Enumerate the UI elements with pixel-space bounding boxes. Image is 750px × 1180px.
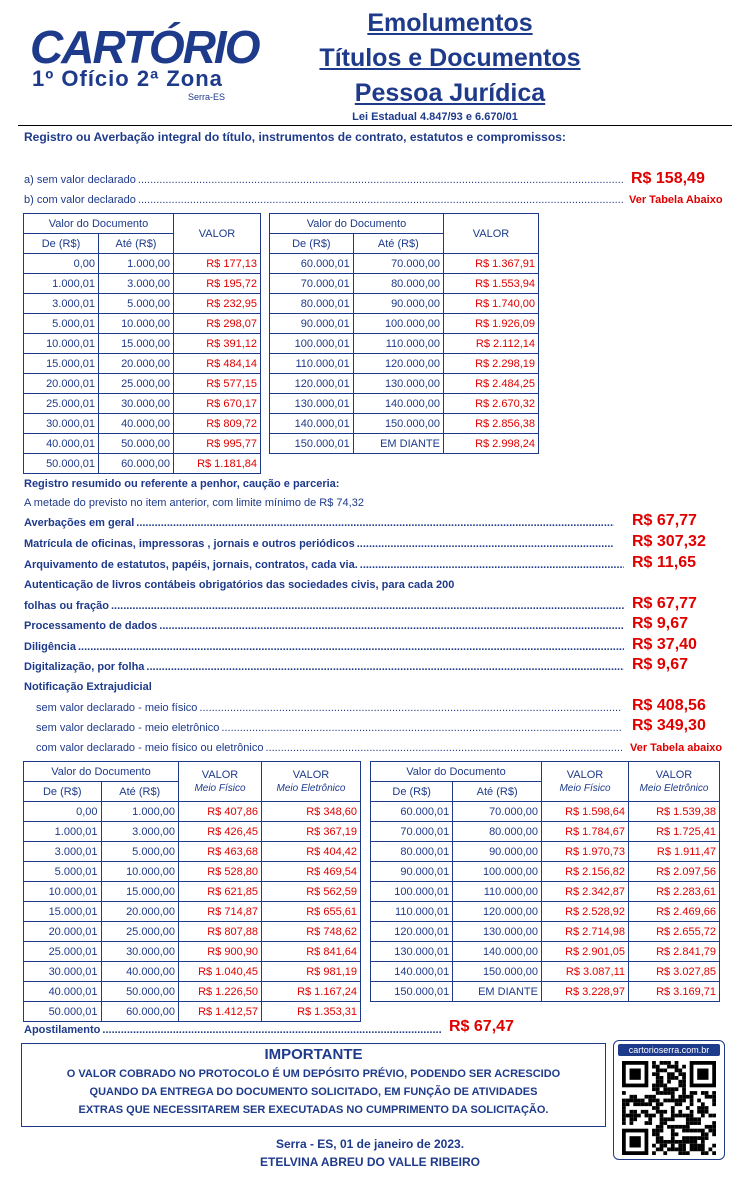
- cell-de: 130.000,01: [371, 942, 453, 962]
- table-row: [24, 882, 361, 902]
- logo-sub: 1º Ofício 2ª Zona: [32, 66, 223, 91]
- cell-de: 150.000,01: [371, 982, 453, 1002]
- cell-valor-eletronico: R$ 469,54: [262, 862, 361, 882]
- table-row: [270, 334, 539, 354]
- item-row: [24, 641, 626, 653]
- table-row: [24, 434, 261, 454]
- cell-de: 1.000,01: [24, 274, 99, 294]
- cell-valor-eletronico: R$ 981,19: [262, 962, 361, 982]
- item-row: [24, 620, 626, 632]
- cell-ate: 120.000,00: [453, 902, 542, 922]
- fee-table-2-left: [23, 761, 361, 1022]
- cell-ate: 10.000,00: [99, 314, 174, 334]
- col-header-de: De (R$): [24, 782, 102, 802]
- table-row: [24, 922, 361, 942]
- item-label: Matrícula de oficinas, impressoras , jornais e outros periódicos: [24, 538, 355, 550]
- apost-price: R$ 67,47: [449, 1018, 514, 1035]
- cell-de: 3.000,01: [24, 294, 99, 314]
- cell-ate: 20.000,00: [99, 354, 174, 374]
- important-text: [22, 1065, 605, 1119]
- qr-box[interactable]: [613, 1040, 725, 1160]
- table-row: [24, 374, 261, 394]
- cell-ate: 140.000,00: [453, 942, 542, 962]
- cell-valor: R$ 1.367,91: [444, 254, 539, 274]
- cell-valor: R$ 391,12: [174, 334, 261, 354]
- table-row: [24, 1002, 361, 1022]
- cell-de: 120.000,01: [371, 922, 453, 942]
- cell-valor: R$ 3.228,97: [542, 982, 629, 1002]
- cell-valor: R$ 577,15: [174, 374, 261, 394]
- cell-valor: R$ 1.784,67: [542, 822, 629, 842]
- cell-de: 15.000,01: [24, 354, 99, 374]
- col-header-eletronico: [629, 762, 720, 802]
- qr-url[interactable]: cartorioserra.com.br: [618, 1044, 720, 1056]
- cell-valor: R$ 2.112,14: [444, 334, 539, 354]
- table-row: [24, 802, 361, 822]
- table-row: [371, 862, 720, 882]
- cell-valor: R$ 714,87: [179, 902, 262, 922]
- col-header-doc: Valor do Documento: [24, 214, 174, 234]
- cell-valor: R$ 1.226,50: [179, 982, 262, 1002]
- item-b-row: [24, 194, 626, 206]
- notif-row: [36, 702, 624, 714]
- cell-valor: R$ 1.553,94: [444, 274, 539, 294]
- cell-ate: 10.000,00: [101, 862, 179, 882]
- table-row: [24, 902, 361, 922]
- col-header-meio-fisico: Meio Físico: [559, 782, 611, 794]
- table-row: [24, 842, 361, 862]
- law-reference: Lei Estadual 4.847/93 e 6.670/01: [352, 111, 518, 123]
- cell-de: 80.000,01: [371, 842, 453, 862]
- cell-valor-eletronico: R$ 3.027,85: [629, 962, 720, 982]
- cell-ate: 140.000,00: [353, 394, 443, 414]
- table-row: [24, 982, 361, 1002]
- col-header-de: De (R$): [24, 234, 99, 254]
- item-label: Diligência: [24, 641, 76, 653]
- col-header-ate: Até (R$): [99, 234, 174, 254]
- cell-de: 5.000,01: [24, 862, 102, 882]
- cell-ate: 30.000,00: [99, 394, 174, 414]
- table-row: [371, 942, 720, 962]
- table-row: [371, 822, 720, 842]
- notif-row: [36, 722, 624, 734]
- important-title: IMPORTANTE: [264, 1046, 363, 1063]
- col-header-valor: VALOR: [444, 214, 539, 254]
- cell-ate: 80.000,00: [353, 274, 443, 294]
- cell-ate: 100.000,00: [453, 862, 542, 882]
- item-label: Arquivamento de estatutos, papéis, jornais, contratos, cada via.: [24, 559, 358, 571]
- cell-ate: 50.000,00: [99, 434, 174, 454]
- cell-de: 130.000,01: [270, 394, 354, 414]
- fee-table-1-right: [269, 213, 539, 454]
- item-label: Processamento de dados: [24, 620, 158, 632]
- table-row: [270, 254, 539, 274]
- item-a-label: a) sem valor declarado: [24, 174, 136, 186]
- cell-valor: R$ 407,86: [179, 802, 262, 822]
- cell-ate: 15.000,00: [99, 334, 174, 354]
- cell-de: 50.000,01: [24, 454, 99, 474]
- cell-ate: 100.000,00: [353, 314, 443, 334]
- cell-de: 40.000,01: [24, 982, 102, 1002]
- col-header-ate: Até (R$): [353, 234, 443, 254]
- cell-valor-eletronico: R$ 1.539,38: [629, 802, 720, 822]
- item-row: [24, 559, 626, 571]
- table-row: [24, 942, 361, 962]
- cell-ate: 50.000,00: [101, 982, 179, 1002]
- title-line-1: Emolumentos: [367, 9, 533, 37]
- table-row: [24, 274, 261, 294]
- cell-valor: R$ 1.412,57: [179, 1002, 262, 1022]
- cell-valor: R$ 809,72: [174, 414, 261, 434]
- cell-ate: 40.000,00: [101, 962, 179, 982]
- cell-valor: R$ 298,07: [174, 314, 261, 334]
- cell-de: 150.000,01: [270, 434, 354, 454]
- cell-de: 110.000,01: [371, 902, 453, 922]
- col-header-meio-eletronico: Meio Eletrônico: [639, 782, 709, 794]
- col-header-meio-eletronico: Meio Eletrônico: [276, 782, 346, 794]
- footer-name: ETELVINA ABREU DO VALLE RIBEIRO: [259, 1155, 480, 1169]
- cell-ate: 60.000,00: [99, 454, 174, 474]
- table-row: [371, 922, 720, 942]
- cell-de: 80.000,01: [270, 294, 354, 314]
- table-row: [270, 294, 539, 314]
- cell-de: 10.000,01: [24, 334, 99, 354]
- cell-ate: 70.000,00: [453, 802, 542, 822]
- cell-valor: R$ 463,68: [179, 842, 262, 862]
- table-row: [270, 354, 539, 374]
- col-header-fisico: [542, 762, 629, 802]
- cell-valor: R$ 2.998,24: [444, 434, 539, 454]
- cell-de: 5.000,01: [24, 314, 99, 334]
- cell-valor-eletronico: R$ 2.841,79: [629, 942, 720, 962]
- col-header-de: De (R$): [270, 234, 354, 254]
- cell-de: 120.000,01: [270, 374, 354, 394]
- table-row: [270, 274, 539, 294]
- cell-ate: 1.000,00: [101, 802, 179, 822]
- cell-ate: 40.000,00: [99, 414, 174, 434]
- col-header-de: De (R$): [371, 782, 453, 802]
- cell-valor-eletronico: R$ 2.097,56: [629, 862, 720, 882]
- cell-de: 15.000,01: [24, 902, 102, 922]
- cell-valor: R$ 528,80: [179, 862, 262, 882]
- col-header-valor: VALOR: [655, 768, 693, 781]
- title-line-2: Títulos e Documentos: [319, 44, 581, 72]
- col-header-ate: Até (R$): [453, 782, 542, 802]
- cell-ate: 90.000,00: [353, 294, 443, 314]
- col-header-valor: VALOR: [201, 768, 239, 781]
- cell-valor-eletronico: R$ 2.283,61: [629, 882, 720, 902]
- table-row: [24, 314, 261, 334]
- cell-ate: EM DIANTE: [453, 982, 542, 1002]
- cell-ate: 60.000,00: [101, 1002, 179, 1022]
- cell-valor-eletronico: R$ 748,62: [262, 922, 361, 942]
- notif-row: [36, 742, 624, 754]
- table-row: [24, 334, 261, 354]
- cell-de: 25.000,01: [24, 942, 102, 962]
- item-label: folhas ou fração: [24, 600, 109, 612]
- cell-de: 70.000,01: [270, 274, 354, 294]
- cell-valor: R$ 1.598,64: [542, 802, 629, 822]
- notif-label: sem valor declarado - meio físico: [36, 702, 198, 714]
- logo-main: CARTÓRIO: [30, 21, 259, 73]
- cell-de: 90.000,01: [371, 862, 453, 882]
- notif-price: Ver Tabela abaixo: [630, 742, 723, 754]
- cell-valor-eletronico: R$ 367,19: [262, 822, 361, 842]
- item-b-price: Ver Tabela Abaixo: [629, 194, 723, 206]
- item-price: R$ 307,32: [632, 533, 706, 550]
- cell-valor-eletronico: R$ 348,60: [262, 802, 361, 822]
- section2-note: A metade do previsto no item anterior, com limite mínimo de R$ 74,32: [24, 497, 364, 509]
- cell-de: 20.000,01: [24, 922, 102, 942]
- item-row: [24, 538, 616, 550]
- cell-de: 0,00: [24, 802, 102, 822]
- header-divider: [18, 125, 732, 126]
- cell-de: 90.000,01: [270, 314, 354, 334]
- cell-ate: EM DIANTE: [353, 434, 443, 454]
- cell-de: 30.000,01: [24, 962, 102, 982]
- cell-ate: 25.000,00: [101, 922, 179, 942]
- item-label: Averbações em geral: [24, 517, 135, 529]
- item-a-row: [24, 174, 626, 186]
- col-header-ate: Até (R$): [101, 782, 179, 802]
- table-row: [371, 882, 720, 902]
- cell-de: 1.000,01: [24, 822, 102, 842]
- cell-valor: R$ 670,17: [174, 394, 261, 414]
- table-row: [270, 374, 539, 394]
- cell-valor: R$ 1.740,00: [444, 294, 539, 314]
- notif-label: com valor declarado - meio físico ou eletrônico: [36, 742, 264, 754]
- cell-valor-eletronico: R$ 1.911,47: [629, 842, 720, 862]
- cell-ate: 3.000,00: [99, 274, 174, 294]
- cell-ate: 5.000,00: [101, 842, 179, 862]
- cell-ate: 110.000,00: [353, 334, 443, 354]
- cell-de: 40.000,01: [24, 434, 99, 454]
- cell-valor: R$ 2.901,05: [542, 942, 629, 962]
- cell-valor: R$ 2.156,82: [542, 862, 629, 882]
- footer-date: Serra - ES, 01 de janeiro de 2023.: [275, 1137, 465, 1151]
- table-row: [371, 962, 720, 982]
- cell-valor-eletronico: R$ 1.167,24: [262, 982, 361, 1002]
- important-line: EXTRAS QUE NECESSITAREM SER EXECUTADAS NO CUMPRIMENTO DA SOLICITAÇÃO.: [78, 1104, 549, 1116]
- cell-ate: 1.000,00: [99, 254, 174, 274]
- cell-ate: 5.000,00: [99, 294, 174, 314]
- cell-de: 25.000,01: [24, 394, 99, 414]
- important-line: QUANDO DA ENTREGA DO DOCUMENTO SOLICITADO, EM FUNÇÃO DE ATIVIDADES: [89, 1086, 538, 1098]
- table-row: [270, 434, 539, 454]
- cell-valor: R$ 1.926,09: [444, 314, 539, 334]
- item-row: [24, 517, 616, 529]
- cell-valor-eletronico: R$ 2.469,66: [629, 902, 720, 922]
- item-row: [24, 600, 626, 612]
- item-label: Autenticação de livros contábeis obrigatórios das sociedades civis, para cada 200: [24, 579, 455, 591]
- cell-valor: R$ 995,77: [174, 434, 261, 454]
- table-row: [24, 254, 261, 274]
- cell-de: 100.000,01: [371, 882, 453, 902]
- cell-valor: R$ 195,72: [174, 274, 261, 294]
- section2-heading: Registro resumido ou referente a penhor, caução e parceria:: [24, 478, 340, 490]
- cell-valor: R$ 2.342,87: [542, 882, 629, 902]
- col-header-valor: VALOR: [174, 214, 261, 254]
- cell-ate: 30.000,00: [101, 942, 179, 962]
- item-price: R$ 67,77: [632, 595, 697, 612]
- cell-ate: 90.000,00: [453, 842, 542, 862]
- cell-valor-eletronico: R$ 1.725,41: [629, 822, 720, 842]
- table-row: [24, 862, 361, 882]
- notif-label: sem valor declarado - meio eletrônico: [36, 722, 220, 734]
- item-price: R$ 67,77: [632, 512, 697, 529]
- table-row: [24, 822, 361, 842]
- notif-price: R$ 408,56: [632, 697, 706, 714]
- item-label: Digitalização, por folha: [24, 661, 145, 673]
- important-line: O VALOR COBRADO NO PROTOCOLO É UM DEPÓSITO PRÉVIO, PODENDO SER ACRESCIDO: [66, 1068, 561, 1080]
- cell-valor: R$ 484,14: [174, 354, 261, 374]
- table-row: [24, 294, 261, 314]
- section1-heading: Registro ou Averbação integral do título, instrumentos de contrato, estatutos e compromissos:: [24, 130, 566, 144]
- cell-valor-eletronico: R$ 404,42: [262, 842, 361, 862]
- col-header-doc: Valor do Documento: [24, 762, 179, 782]
- title-line-3: Pessoa Jurídica: [354, 79, 546, 107]
- table-row: [24, 454, 261, 474]
- cell-ate: 3.000,00: [101, 822, 179, 842]
- cell-de: 140.000,01: [270, 414, 354, 434]
- cell-valor: R$ 621,85: [179, 882, 262, 902]
- cell-ate: 120.000,00: [353, 354, 443, 374]
- table-row: [371, 842, 720, 862]
- fee-table-1-left: [23, 213, 261, 474]
- cell-valor: R$ 232,95: [174, 294, 261, 314]
- table-row: [24, 394, 261, 414]
- cell-valor: R$ 2.484,25: [444, 374, 539, 394]
- cell-ate: 15.000,00: [101, 882, 179, 902]
- item-a-price: R$ 158,49: [631, 170, 705, 187]
- cell-valor: R$ 1.970,73: [542, 842, 629, 862]
- cell-valor: R$ 177,13: [174, 254, 261, 274]
- cell-valor: R$ 2.670,32: [444, 394, 539, 414]
- cell-ate: 80.000,00: [453, 822, 542, 842]
- item-price: R$ 9,67: [632, 615, 689, 632]
- cell-ate: 25.000,00: [99, 374, 174, 394]
- cell-de: 60.000,01: [371, 802, 453, 822]
- cartorio-logo: [30, 21, 259, 102]
- cell-valor: R$ 2.298,19: [444, 354, 539, 374]
- logo-city: Serra-ES: [188, 92, 226, 102]
- table-row: [371, 982, 720, 1002]
- cell-de: 50.000,01: [24, 1002, 102, 1022]
- cell-de: 110.000,01: [270, 354, 354, 374]
- cell-valor-eletronico: R$ 562,59: [262, 882, 361, 902]
- cell-valor: R$ 2.856,38: [444, 414, 539, 434]
- cell-ate: 110.000,00: [453, 882, 542, 902]
- cell-valor: R$ 426,45: [179, 822, 262, 842]
- table-row: [24, 414, 261, 434]
- item-price: R$ 11,65: [632, 554, 697, 571]
- cell-ate: 130.000,00: [353, 374, 443, 394]
- cell-valor: R$ 3.087,11: [542, 962, 629, 982]
- col-header-fisico: [179, 762, 262, 802]
- cell-ate: 150.000,00: [353, 414, 443, 434]
- col-header-doc: Valor do Documento: [371, 762, 542, 782]
- cell-ate: 20.000,00: [101, 902, 179, 922]
- cell-valor: R$ 1.181,84: [174, 454, 261, 474]
- item-price: R$ 9,67: [632, 656, 689, 673]
- table-row: [371, 802, 720, 822]
- table-row: [24, 962, 361, 982]
- col-header-meio-fisico: Meio Físico: [194, 782, 246, 794]
- cell-de: 60.000,01: [270, 254, 354, 274]
- cell-valor-eletronico: R$ 3.169,71: [629, 982, 720, 1002]
- cell-ate: 150.000,00: [453, 962, 542, 982]
- cell-de: 3.000,01: [24, 842, 102, 862]
- cell-valor: R$ 2.528,92: [542, 902, 629, 922]
- qr-code-icon: [621, 1061, 717, 1155]
- cell-valor: R$ 900,90: [179, 942, 262, 962]
- cell-valor: R$ 1.040,45: [179, 962, 262, 982]
- cell-de: 70.000,01: [371, 822, 453, 842]
- cell-de: 10.000,01: [24, 882, 102, 902]
- item-price: R$ 37,40: [632, 636, 697, 653]
- cell-de: 20.000,01: [24, 374, 99, 394]
- table-row: [24, 354, 261, 374]
- item-row: [24, 661, 626, 673]
- cell-valor-eletronico: R$ 2.655,72: [629, 922, 720, 942]
- cell-de: 140.000,01: [371, 962, 453, 982]
- fee-table-2-right: [370, 761, 720, 1002]
- col-header-doc: Valor do Documento: [270, 214, 444, 234]
- cell-de: 30.000,01: [24, 414, 99, 434]
- table-row: [270, 414, 539, 434]
- cell-de: 100.000,01: [270, 334, 354, 354]
- important-box: [21, 1043, 606, 1127]
- notif-price: R$ 349,30: [632, 717, 706, 734]
- cell-ate: 130.000,00: [453, 922, 542, 942]
- table-row: [270, 314, 539, 334]
- cell-valor-eletronico: R$ 841,64: [262, 942, 361, 962]
- item-b-label: b) com valor declarado: [24, 194, 136, 206]
- notif-title: Notificação Extrajudicial: [24, 681, 152, 693]
- cell-valor: R$ 807,88: [179, 922, 262, 942]
- cell-valor: R$ 2.714,98: [542, 922, 629, 942]
- cell-valor-eletronico: R$ 655,61: [262, 902, 361, 922]
- table-row: [371, 902, 720, 922]
- apost-label: Apostilamento: [24, 1024, 101, 1036]
- cell-valor-eletronico: R$ 1.353,31: [262, 1002, 361, 1022]
- apost-row: [24, 1024, 444, 1036]
- table-row: [270, 394, 539, 414]
- col-header-valor: VALOR: [566, 768, 604, 781]
- col-header-valor: VALOR: [292, 768, 330, 781]
- cell-ate: 70.000,00: [353, 254, 443, 274]
- cell-de: 0,00: [24, 254, 99, 274]
- col-header-eletronico: [262, 762, 361, 802]
